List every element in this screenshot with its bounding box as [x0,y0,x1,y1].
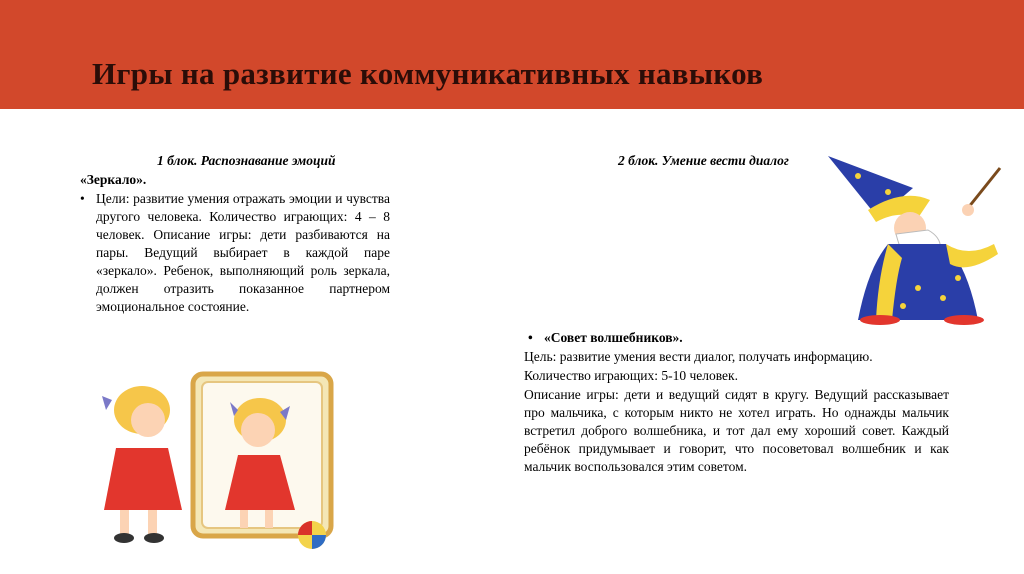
bullet-marker: • [528,330,533,345]
block2-game-name: «Совет волшебников». [544,330,683,345]
block2-game-name-line [528,329,683,347]
block2-goal: Цель: развитие умения вести диалог, получать информацию. [524,349,873,364]
wizard-illustration [818,148,1008,328]
block2-description: Описание игры: дети и ведущий сидят в кругу. Ведущий рассказывает про мальчика, с которым никто не хотел играть. Но однажды мальчик встретил доброго волшебника, и тот дал ему хороший совет. Каждый ребёнок придумывает и говорит, что посоветовал волшебник и как мальчик воспользовался этим советом. [524,387,949,474]
header-bar [0,0,1024,109]
block2-heading: 2 блок. Умение вести диалог [618,153,789,168]
block1-game-name: «Зеркало». [80,172,147,187]
block1-description [80,190,390,316]
slide-title: Игры на развитие коммуникативных навыков [92,56,764,91]
block1-description-text: Цели: развитие умения отражать эмоции и чувства другого человека. Количество играющих: 4 – 8 человек. Описание игры: дети разбиваются на пары. Ведущий выбирает в каждой паре «зеркало». Ребенок, выполняющий роль зеркала, должен отразить показанное партнером эмоциональное состояние. [96,191,390,314]
girls-mirror-illustration [90,370,345,555]
bullet-marker: • [80,191,85,206]
block2-players: Количество играющих: 5-10 человек. [524,368,738,383]
block1-heading: 1 блок. Распознавание эмоций [157,153,336,168]
